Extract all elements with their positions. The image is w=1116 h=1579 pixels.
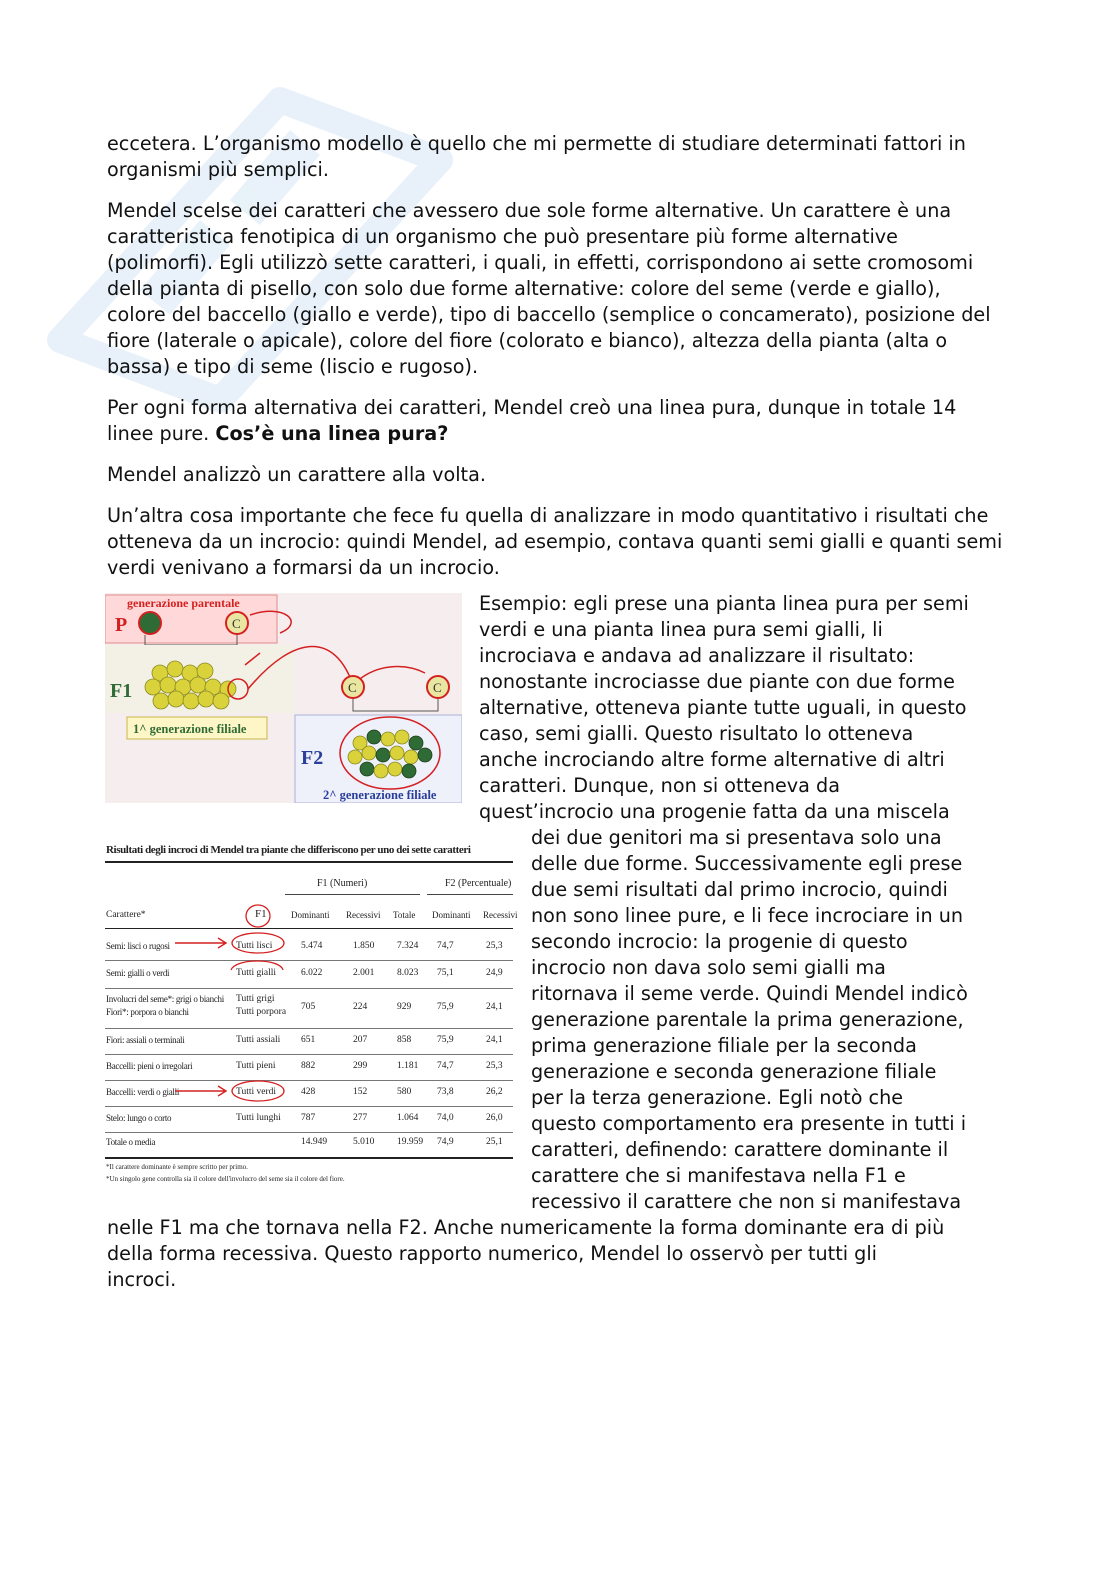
table-cell: 1.181: [397, 1061, 419, 1071]
table-cell: 1.064: [397, 1113, 419, 1123]
table-cell: 14.949: [301, 1137, 328, 1147]
table-cell: Tutti pieni: [236, 1061, 276, 1071]
table-row-label: Baccelli: pieni o irregolari: [106, 1061, 193, 1071]
table-cell: Tutti grigi: [236, 994, 275, 1004]
table-cell: 299: [353, 1061, 368, 1071]
header-total: Totale: [393, 910, 416, 920]
f1-circle-annotation: [243, 902, 273, 930]
example-line: alternative, otteneva piante tutte uguali, in questo: [479, 696, 967, 719]
example-line: incrociava e andava ad analizzare il risultato:: [479, 644, 915, 667]
paragraph-5: Un’altra cosa importante che fece fu quella di analizzare in modo quantitativo i risultati che otteneva da un incrocio: quindi Mendel, ad esempio, contava quanti semi gialli e quanti semi verdi venivano a formarsi da un incrocio.: [107, 504, 1003, 579]
table-cell: 26,2: [486, 1087, 503, 1097]
p-label: P: [115, 614, 128, 636]
table-cell: 6.022: [301, 968, 323, 978]
table-cell: 73,8: [437, 1087, 454, 1097]
table-row-label: Semi: gialli o verdi: [106, 968, 170, 978]
table-cell: 8.023: [397, 968, 419, 978]
table-cell: 2.001: [353, 968, 375, 978]
parental-label: generazione parentale: [127, 596, 240, 610]
table-cell: 24,1: [486, 1002, 503, 1012]
table-cell: 152: [353, 1087, 368, 1097]
table-row-label: Stelo: lungo o corto: [106, 1113, 172, 1123]
example-line: recessivo il carattere che non si manifestava: [531, 1190, 962, 1213]
table-row-label: Fiori*: porpora o bianchi: [106, 1007, 189, 1017]
table-cell: 207: [353, 1035, 368, 1045]
example-line: verdi e una pianta linea pura semi gialli, li: [479, 618, 883, 641]
table-cell: Tutti porpora: [236, 1007, 287, 1017]
table-cell: 929: [397, 1002, 412, 1012]
table-cell: 428: [301, 1087, 316, 1097]
table-cell: 75,1: [437, 968, 454, 978]
table-footnote-2: *Un singolo gene controlla sia il colore dell'involucro del seme sia il colore del fiore.: [106, 1175, 345, 1183]
table-cell: 277: [353, 1113, 368, 1123]
green-seed-parent: [139, 612, 161, 634]
table-row-divider: [105, 1054, 513, 1055]
table-cell: Tutti lunghi: [236, 1113, 281, 1123]
example-line: due semi risultati dal primo incrocio, quindi: [531, 878, 948, 901]
table-row-label: Totale o media: [106, 1137, 156, 1147]
example-line: per la terza generazione. Egli notò che: [531, 1086, 904, 1109]
seed-letter-right: C: [433, 680, 442, 695]
example-line: prima generazione filiale per la seconda: [531, 1034, 917, 1057]
table-row-divider: [105, 1106, 513, 1107]
example-line: ritornava il seme verde. Quindi Mendel indicò: [531, 982, 968, 1005]
paragraph-3: [107, 395, 1005, 447]
table-cell: 224: [353, 1002, 368, 1012]
header-recessive-percent: Recessivi: [483, 910, 518, 920]
table-cell: 25,3: [486, 1061, 503, 1071]
table-row-divider: [105, 960, 513, 961]
example-line: generazione e seconda generazione filiale: [531, 1060, 937, 1083]
paragraph-3-question: Cos’è una linea pura?: [215, 422, 449, 445]
example-line: Esempio: egli prese una pianta linea pura per semi: [479, 592, 969, 615]
table-cell: 1.850: [353, 941, 375, 951]
table-cell: 74,9: [437, 1137, 454, 1147]
table-cell: 787: [301, 1113, 316, 1123]
mendel-results-table: [105, 842, 518, 1190]
table-cell: 19.959: [397, 1137, 424, 1147]
mendel-cross-diagram: [105, 593, 462, 803]
header-recessive-numbers: Recessivi: [346, 910, 381, 920]
paragraph-1: eccetera. L’organismo modello è quello che mi permette di studiare determinati fattori in organismi più semplici.: [107, 132, 966, 181]
table-cell: 651: [301, 1035, 316, 1045]
table-cell: 74,0: [437, 1113, 454, 1123]
example-line: secondo incrocio: la progenie di questo: [531, 930, 908, 953]
example-line: carattere che si manifestava nella F1 e: [531, 1164, 906, 1187]
example-line: quest’incrocio una progenie fatta da una miscela: [479, 800, 950, 823]
seed-letter-left: C: [348, 680, 357, 695]
table-cell: 7.324: [397, 941, 419, 951]
f1-label: F1: [110, 680, 133, 702]
table-cell: 75,9: [437, 1035, 454, 1045]
table-cell: 5.010: [353, 1137, 375, 1147]
example-line: questo comportamento era presente in tutti i: [531, 1112, 967, 1135]
table-cell: 74,7: [437, 1061, 454, 1071]
paragraph-4: Mendel analizzò un carattere alla volta.: [107, 463, 486, 486]
table-row-label: Involucri del seme*: grigi o bianchi: [106, 994, 224, 1004]
example-line: caratteri, definendo: carattere dominante il: [531, 1138, 949, 1161]
table-cell: 74,7: [437, 941, 454, 951]
example-line: della forma recessiva. Questo rapporto numerico, Mendel lo osservò per tutti gli: [107, 1242, 878, 1265]
header-dominant-numbers: Dominanti: [291, 910, 330, 920]
f1-caption: 1^ generazione filiale: [133, 722, 247, 736]
table-cell: 705: [301, 1002, 316, 1012]
example-line: caso, semi gialli. Questo risultato lo otteneva: [479, 722, 914, 745]
table-cell: 75,9: [437, 1002, 454, 1012]
example-line: dei due genitori ma si presentava solo una: [531, 826, 942, 849]
table-row-label: Fiori: assiali o terminali: [106, 1035, 185, 1045]
circle-annotations: [225, 930, 289, 1110]
group-header-percent: F2 (Percentuale): [445, 878, 512, 889]
body-text: [107, 131, 1005, 596]
table-row-divider: [105, 1080, 513, 1081]
table-row-label: Baccelli: verdi o gialli: [106, 1087, 180, 1097]
f2-label: F2: [301, 747, 324, 769]
example-line: anche incrociando altre forme alternative di altri: [479, 748, 945, 771]
paragraph-2: Mendel scelse dei caratteri che avessero due sole forme alternative. Un carattere è una caratteristica fenotipica di un organismo che può presentare più forme alternative (polimorfi). Egli utilizzò sette caratteri, i quali, in effetti, corrispondono ai sette cromosomi della pianta di pisello, con solo due forme alternative: colore del seme (verde e giallo), colore del baccello (giallo e verde), tipo di baccello (semplice o concamerato), posizione del fiore (laterale o apicale), colore del fiore (colorato e bianco), altezza della pianta (alta o bassa) e tipo di seme (liscio e rugoso).: [107, 199, 991, 378]
example-line: nelle F1 ma che tornava nella F2. Anche numericamente la forma dominante era di più: [107, 1216, 945, 1239]
table-cell: Tutti gialli: [236, 968, 277, 978]
example-line: non sono linee pure, e li fece incrociare in un: [531, 904, 964, 927]
paragraph-3-text: Per ogni forma alternativa dei caratteri, Mendel creò una linea pura, dunque in totale 14 linee pure.: [107, 396, 957, 445]
example-line: incroci.: [107, 1268, 177, 1291]
example-line: delle due forme. Successivamente egli prese: [531, 852, 963, 875]
example-line: nonostante incrociasse due piante con due forme: [479, 670, 955, 693]
table-cell: 26,0: [486, 1113, 503, 1123]
table-cell: 25,3: [486, 941, 503, 951]
table-cell: 24,9: [486, 968, 503, 978]
table-cell: 24,1: [486, 1035, 503, 1045]
table-row-divider: [105, 1028, 513, 1029]
table-row-label: Semi: lisci o rugosi: [106, 941, 170, 951]
header-dominant-percent: Dominanti: [432, 910, 471, 920]
table-cell: 580: [397, 1087, 412, 1097]
table-cell: 858: [397, 1035, 412, 1045]
group-header-numbers: F1 (Numeri): [317, 878, 368, 889]
f2-caption: 2^ generazione filiale: [323, 788, 437, 802]
table-cell: 25,1: [486, 1137, 503, 1147]
example-line: caratteri. Dunque, non si otteneva da: [479, 774, 840, 797]
table-footnote-1: *Il carattere dominante è sempre scritto per primo.: [106, 1163, 248, 1171]
table-row-divider: [105, 988, 513, 989]
table-title: Risultati degli incroci di Mendel tra piante che differiscono per uno dei sette caratteri: [106, 844, 471, 856]
table-cell: Tutti lisci: [236, 941, 273, 951]
header-character: Carattere*: [106, 910, 146, 920]
table-cell: 5.474: [301, 941, 323, 951]
header-f1: F1: [255, 908, 267, 920]
example-line: generazione parentale la prima generazione,: [531, 1008, 964, 1031]
table-cell: Tutti assiali: [236, 1035, 281, 1045]
table-cell: 882: [301, 1061, 316, 1071]
seed-letter-parent: C: [232, 616, 241, 631]
example-line: incrocio non dava solo semi gialli ma: [531, 956, 886, 979]
table-row-divider: [105, 1132, 513, 1133]
table-cell: Tutti verdi: [236, 1087, 277, 1097]
